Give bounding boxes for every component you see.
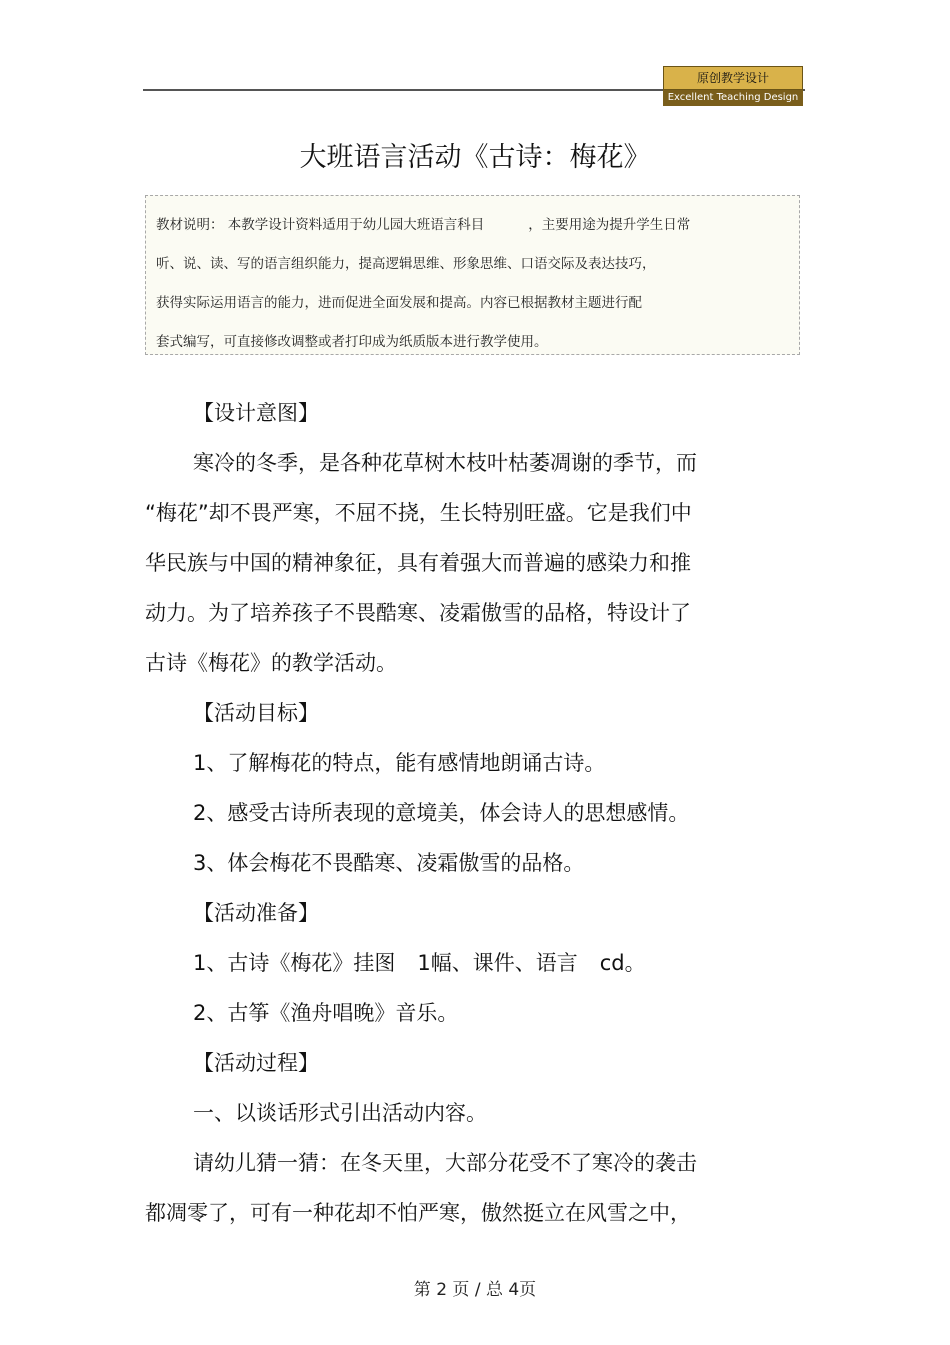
goal-item: 3、体会梅花不畏酷寒、凌霜傲雪的品格。 <box>193 851 585 875</box>
document-title: 大班语言活动《古诗：梅花》 <box>299 142 651 173</box>
paragraph-line: 动力。为了培养孩子不畏酷寒、凌霜傲雪的品格，特设计了 <box>145 601 691 625</box>
prep-item-part: 1、古诗《梅花》挂图 <box>193 951 396 975</box>
document-body <box>145 388 745 1238</box>
heading-activity-preparation: 【活动准备】 <box>193 901 319 925</box>
page-number-footer: 第 2 页 / 总 4页 <box>413 1280 537 1300</box>
intro-line-4: 套式编写，可直接修改调整或者打印成为纸质版本进行教学使用。 <box>156 334 548 350</box>
heading-activity-process: 【活动过程】 <box>193 1051 319 1075</box>
paragraph-line: 都凋零了，可有一种花却不怕严寒，傲然挺立在风雪之中， <box>145 1201 691 1225</box>
heading-activity-goals: 【活动目标】 <box>193 701 319 725</box>
goal-item: 1、了解梅花的特点，能有感情地朗诵古诗。 <box>193 751 606 775</box>
design-badge <box>663 66 803 106</box>
prep-item: 2、古筝《渔舟唱晚》音乐。 <box>193 1001 459 1025</box>
material-description-box <box>145 195 800 355</box>
paragraph-line: “梅花”却不畏严寒，不屈不挠，生长特别旺盛。它是我们中 <box>145 501 692 525</box>
badge-en-label: Excellent Teaching Design <box>663 90 803 106</box>
paragraph-line: 古诗《梅花》的教学活动。 <box>145 651 397 675</box>
prep-item <box>145 938 745 988</box>
intro-line-1 <box>156 206 789 245</box>
intro-line-1b: ，主要用途为提升学生日常 <box>528 217 691 233</box>
goal-item: 2、感受古诗所表现的意境美，体会诗人的思想感情。 <box>193 801 690 825</box>
intro-line-3: 获得实际运用语言的能力，进而促进全面发展和提高。内容已根据教材主题进行配 <box>156 295 642 311</box>
paragraph-line: 请幼儿猜一猜：在冬天里，大部分花受不了寒冷的袭击 <box>193 1151 697 1175</box>
intro-line-1a: 教材说明： 本教学设计资料适用于幼儿园大班语言科目 <box>156 217 485 233</box>
process-step: 一、以谈话形式引出活动内容。 <box>193 1101 487 1125</box>
prep-item-part: 1幅、课件、语言 <box>417 951 578 975</box>
paragraph-line: 华民族与中国的精神象征，具有着强大而普遍的感染力和推 <box>145 551 691 575</box>
heading-design-intent: 【设计意图】 <box>193 401 319 425</box>
badge-cn-label: 原创教学设计 <box>663 66 803 90</box>
intro-line-2: 听、说、读、写的语言组织能力，提高逻辑思维、形象思维、口语交际及表达技巧， <box>156 256 656 272</box>
prep-item-part: cd。 <box>599 951 646 975</box>
paragraph-line: 寒冷的冬季，是各种花草树木枝叶枯萎凋谢的季节，而 <box>193 451 697 475</box>
